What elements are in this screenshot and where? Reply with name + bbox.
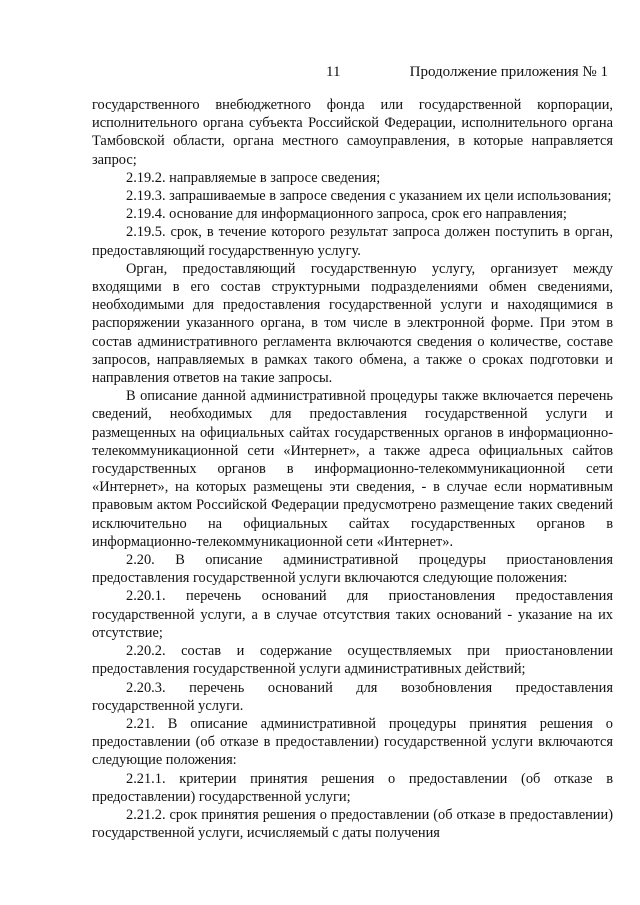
- paragraph-2-21: 2.21. В описание административной процедуры принятия решения о предоставлении (об отказе в предоставлении) государственной услуги включаются следующие положения:: [92, 715, 613, 769]
- page-number: 11: [326, 64, 341, 80]
- appendix-continuation-title: Продолжение приложения № 1: [409, 64, 608, 80]
- paragraph-2-21-1: 2.21.1. критерии принятия решения о предоставлении (об отказе в предоставлении) государственной услуги;: [92, 770, 613, 805]
- paragraph-continued: государственного внебюджетного фонда или государственной корпорации, исполнительного органа субъекта Российской Федерации, исполнительного органа Тамбовской области, органа местного самоуправления, в которые направляется запрос;: [92, 97, 613, 168]
- page-header: [0, 64, 640, 86]
- paragraph-2-20-3: 2.20.3. перечень оснований для возобновления предоставления государственной услуги.: [92, 679, 613, 714]
- paragraph-2-20-2: 2.20.2. состав и содержание осуществляемых при приостановлении предоставления государственной услуги административных действий;: [92, 643, 613, 678]
- paragraph-2-20: 2.20. В описание административной процедуры приостановления предоставления государственной услуги включаются следующие положения:: [92, 552, 613, 587]
- paragraph-2-21-2: 2.21.2. срок принятия решения о предоставлении (об отказе в предоставлении) государственной услуги, исчисляемый с даты получения: [92, 806, 613, 842]
- paragraph-2-19-4: 2.19.4. основание для информационного запроса, срок его направления;: [126, 206, 567, 223]
- document-body: [92, 96, 613, 842]
- paragraph-2-20-1: 2.20.1. перечень оснований для приостановления предоставления государственной услуги, а в случае отсутствия таких оснований - указание на их отсутствие;: [92, 588, 613, 641]
- paragraph-2-19-5: 2.19.5. срок, в течение которого результат запроса должен поступить в орган, предоставляющий государственную услугу.: [92, 224, 613, 259]
- paragraph-official-sites: В описание данной административной процедуры также включается перечень сведений, необходимых для предоставления государственной услуги и размещенных на официальных сайтах государственных органов в информационно-телекоммуникационной сети «Интернет», а также адреса официальных сайтов государственных органов в информационно-телекоммуникационной сети «Интернет», на которых размещены эти сведения, - в случае если нормативным правовым актом Российской Федерации предусмотрено размещение таких сведений исключительно на официальных сайтах государственных органов в информационно-телекоммуникационной сети «Интернет».: [92, 388, 613, 550]
- paragraph-exchange-info: Орган, предоставляющий государственную услугу, организует между входящими в его состав структурными подразделениями обмен сведениями, необходимыми для предоставления государственной услуги и находящимися в распоряжении указанного органа, в том числе в электронной форме. При этом в состав административного регламента включаются сведения о количестве, составе запросов, направляемых в рамках такого обмена, а также о сроках подготовки и направления ответов на такие запросы.: [92, 260, 613, 387]
- paragraph-2-19-2: 2.19.2. направляемые в запросе сведения;: [126, 169, 381, 186]
- paragraph-2-19-3: 2.19.3. запрашиваемые в запросе сведения с указанием их цели использования;: [126, 188, 612, 205]
